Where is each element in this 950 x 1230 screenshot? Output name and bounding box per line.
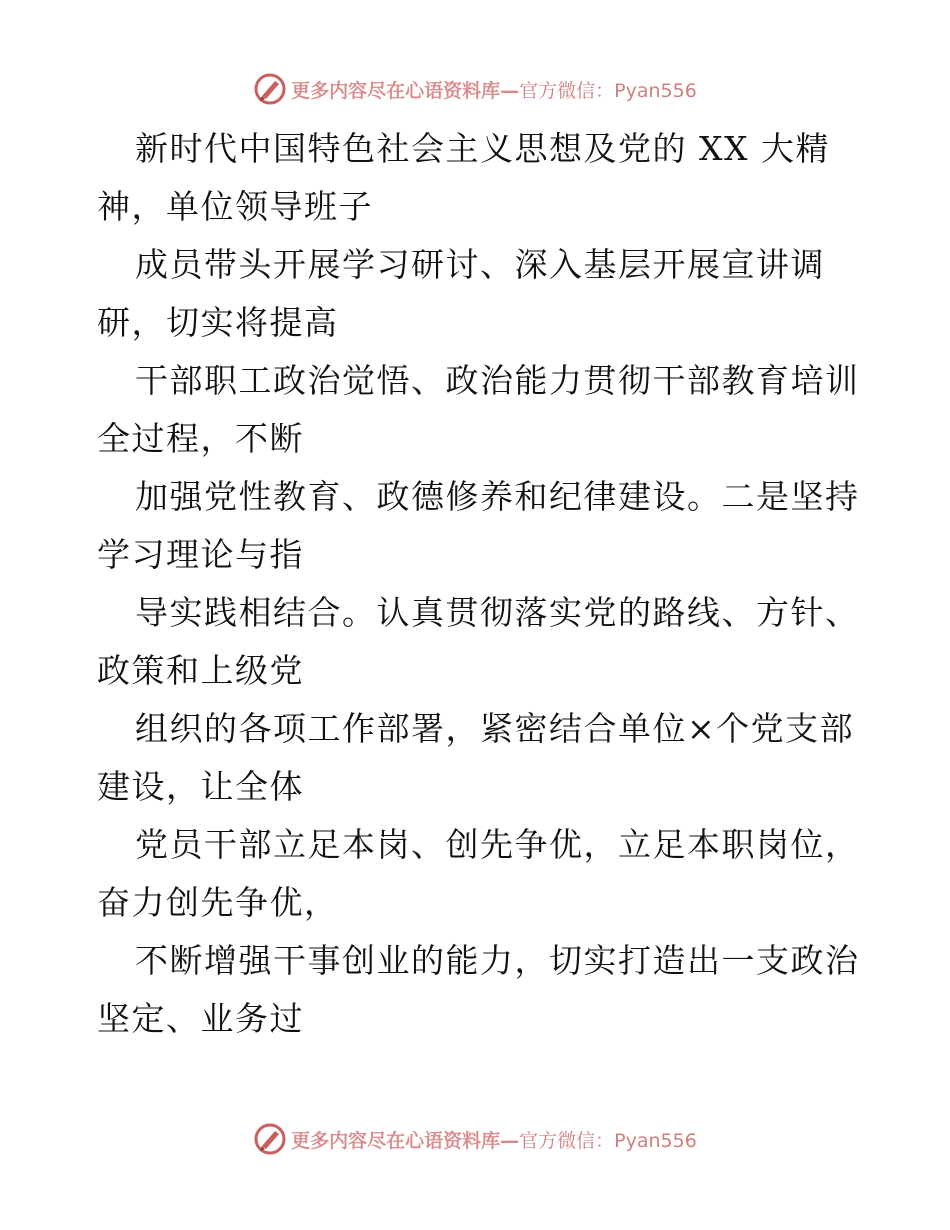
document-body bbox=[97, 120, 860, 1048]
paragraph-line: 组织的各项工作部署，紧密结合单位×个党支部 bbox=[135, 709, 855, 748]
banner-main-text: 更多内容尽在心语资料库— bbox=[291, 1129, 520, 1152]
paragraph-line: 学习理论与指 bbox=[97, 535, 304, 574]
banner-wechat-text: 官方微信：Pyan556 bbox=[519, 79, 697, 102]
paragraph-line: 成员带头开展学习研讨、深入基层开展宣讲调 bbox=[135, 245, 825, 284]
paragraph bbox=[97, 584, 860, 700]
footer-watermark-banner bbox=[0, 1122, 950, 1156]
banner-main-text: 更多内容尽在心语资料库— bbox=[291, 79, 520, 102]
banner-wechat-text: 官方微信：Pyan556 bbox=[519, 1129, 697, 1152]
paragraph-line: 党员干部立足本岗、创先争优，立足本职岗位， bbox=[135, 825, 860, 864]
paragraph-line: 新时代中国特色社会主义思想及党的 XX 大精 bbox=[135, 129, 830, 168]
paragraph-line: 奋力创先争优， bbox=[97, 883, 339, 922]
paragraph-line: 全过程，不断 bbox=[97, 419, 304, 458]
pen-seal-icon bbox=[253, 72, 287, 106]
header-watermark-banner bbox=[0, 72, 950, 106]
paragraph bbox=[97, 700, 857, 816]
paragraph-line: 政策和上级党 bbox=[97, 651, 304, 690]
paragraph-line: 坚定、业务过 bbox=[97, 999, 304, 1038]
paragraph bbox=[97, 120, 857, 236]
paragraph bbox=[97, 816, 860, 932]
paragraph bbox=[97, 352, 860, 468]
paragraph bbox=[97, 236, 857, 352]
paragraph-line: 神，单位领导班子 bbox=[97, 187, 373, 226]
paragraph bbox=[97, 468, 860, 584]
paragraph-line: 干部职工政治觉悟、政治能力贯彻干部教育培训 bbox=[135, 361, 860, 400]
paragraph-line: 不断增强干事创业的能力，切实打造出一支政治 bbox=[135, 941, 860, 980]
paragraph bbox=[97, 932, 860, 1048]
paragraph-line: 建设，让全体 bbox=[97, 767, 304, 806]
paragraph-line: 导实践相结合。认真贯彻落实党的路线、方针、 bbox=[135, 593, 860, 632]
paragraph-line: 研，切实将提高 bbox=[97, 303, 339, 342]
paragraph-line: 加强党性教育、政德修养和纪律建设。二是坚持 bbox=[135, 477, 860, 516]
pen-seal-icon bbox=[253, 1122, 287, 1156]
